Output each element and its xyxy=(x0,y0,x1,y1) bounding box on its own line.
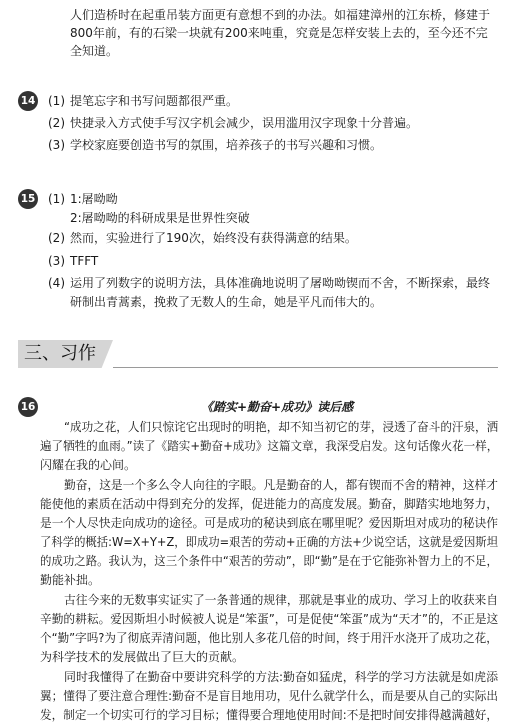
answer-item-text: 学校家庭要创造书写的氛围，培养孩子的书写兴趣和习惯。 xyxy=(70,138,383,152)
essay-line: 能使他的素质在活动中得到充分的发挥，促进能力的高度发展。勤奋，脚踏实地地努力， xyxy=(40,497,499,511)
essay-title: 《踏实+勤奋+成功》读后感 xyxy=(201,400,354,414)
essay-line: 了科学的概括:W=X+Y+Z，即成功=艰苦的劳动+正确的方法+少说空话，这就是爱因斯坦 xyxy=(40,535,499,549)
essay-line: 发，制定一个切实可行的学习目标；懂得要合理地使用时间:不是把时间安排得越满越好， xyxy=(40,708,499,722)
essay-line: 古往今来的无数事实证实了一条普通的规律，那就是事业的成功、学习上的收获来自 xyxy=(64,593,499,607)
question-number-badge: 15 xyxy=(18,189,38,209)
answer-item-number: (4) xyxy=(48,276,65,290)
essay-line: 勤奋，这是一个多么令人向往的字眼。凡是勤奋的人，都有锲而不舍的精神，这样才 xyxy=(64,478,499,492)
essay-line: 同时我懂得了在勤奋中要讲究科学的方法:勤奋如猛虎，科学的学习方法就是如虎添 xyxy=(64,670,499,684)
answer-item-number: (1) xyxy=(48,94,65,108)
answer-item-text: 然而，实验进行了190次，始终没有获得满意的结果。 xyxy=(70,231,357,245)
answer-item-text: 1:屠呦呦 xyxy=(70,192,118,206)
answer-item-text: 提笔忘字和书写问题都很严重。 xyxy=(70,94,239,108)
answer-item-number: (3) xyxy=(48,254,65,268)
essay-line: “成功之花，人们只惊诧它出现时的明艳，却不知当初它的芽，浸透了奋斗的汗泉，洒 xyxy=(64,420,499,434)
answer-item-text: TFFT xyxy=(70,254,99,268)
answer-item-text: 快捷录入方式使手写汉字机会减少，误用滥用汉字现象十分普遍。 xyxy=(70,116,419,130)
essay-line: 辛勤的耕耘。爱因斯坦小时候被人说是“笨蛋”，可是促使“笨蛋”成为“天才”的，不正是这 xyxy=(40,612,499,626)
answer-item-number: (2) xyxy=(48,116,65,130)
essay-line: 的成功之路。我认为，这三个条件中“艰苦的劳动”，即“勤”是在于它能弥补智力上的不足， xyxy=(40,554,498,568)
essay-line: 翼；懂得了要注意合理性:勤奋不是盲目地用功，见什么就学什么，而是要从自己的实际出 xyxy=(40,689,499,703)
answer-item-number: (1) xyxy=(48,192,65,206)
answer-item-number: (3) xyxy=(48,138,65,152)
essay-line: 闪耀在我的心间。 xyxy=(40,458,137,472)
intro-line: 全知道。 xyxy=(70,44,119,58)
intro-line: 人们造桥时在起重吊装方面更有意想不到的办法。如福建漳州的江东桥，修建于 xyxy=(70,8,491,22)
answer-item-text: 运用了列数字的说明方法，具体准确地说明了屠呦呦锲而不舍，不断探索，最终 xyxy=(70,276,491,290)
essay-line: 遍了牺牲的血雨。”读了《踏实+勤奋+成功》这篇文章，我深受启发。这句话像火花一样， xyxy=(40,439,499,453)
section-divider xyxy=(113,367,498,368)
essay-line: 为科学技术的发展做出了巨大的贡献。 xyxy=(40,650,245,664)
essay-line: 勤能补拙。 xyxy=(40,573,101,587)
section-title: 三、习作 xyxy=(24,343,96,364)
intro-line: 800年前，有的石梁一块就有200来吨重，究竟是怎样安装上去的，至今还不完 xyxy=(70,26,488,40)
answer-item-number: (2) xyxy=(48,231,65,245)
question-number-badge: 16 xyxy=(18,397,38,417)
answer-item-text: 研制出青蒿素，挽救了无数人的生命，她是平凡而伟大的。 xyxy=(70,295,383,309)
question-number-badge: 14 xyxy=(18,91,38,111)
answer-item-text: 2:屠呦呦的科研成果是世界性突破 xyxy=(70,211,250,225)
essay-line: 个“勤”字吗?为了彻底弄清问题，他比别人多花几倍的时间，终于用汗水浇开了成功之花， xyxy=(40,631,498,645)
essay-line: 是一个人尽快走向成功的途径。可是成功的秘诀到底在哪里呢？爱因斯坦对成功的秘诀作 xyxy=(40,516,499,530)
